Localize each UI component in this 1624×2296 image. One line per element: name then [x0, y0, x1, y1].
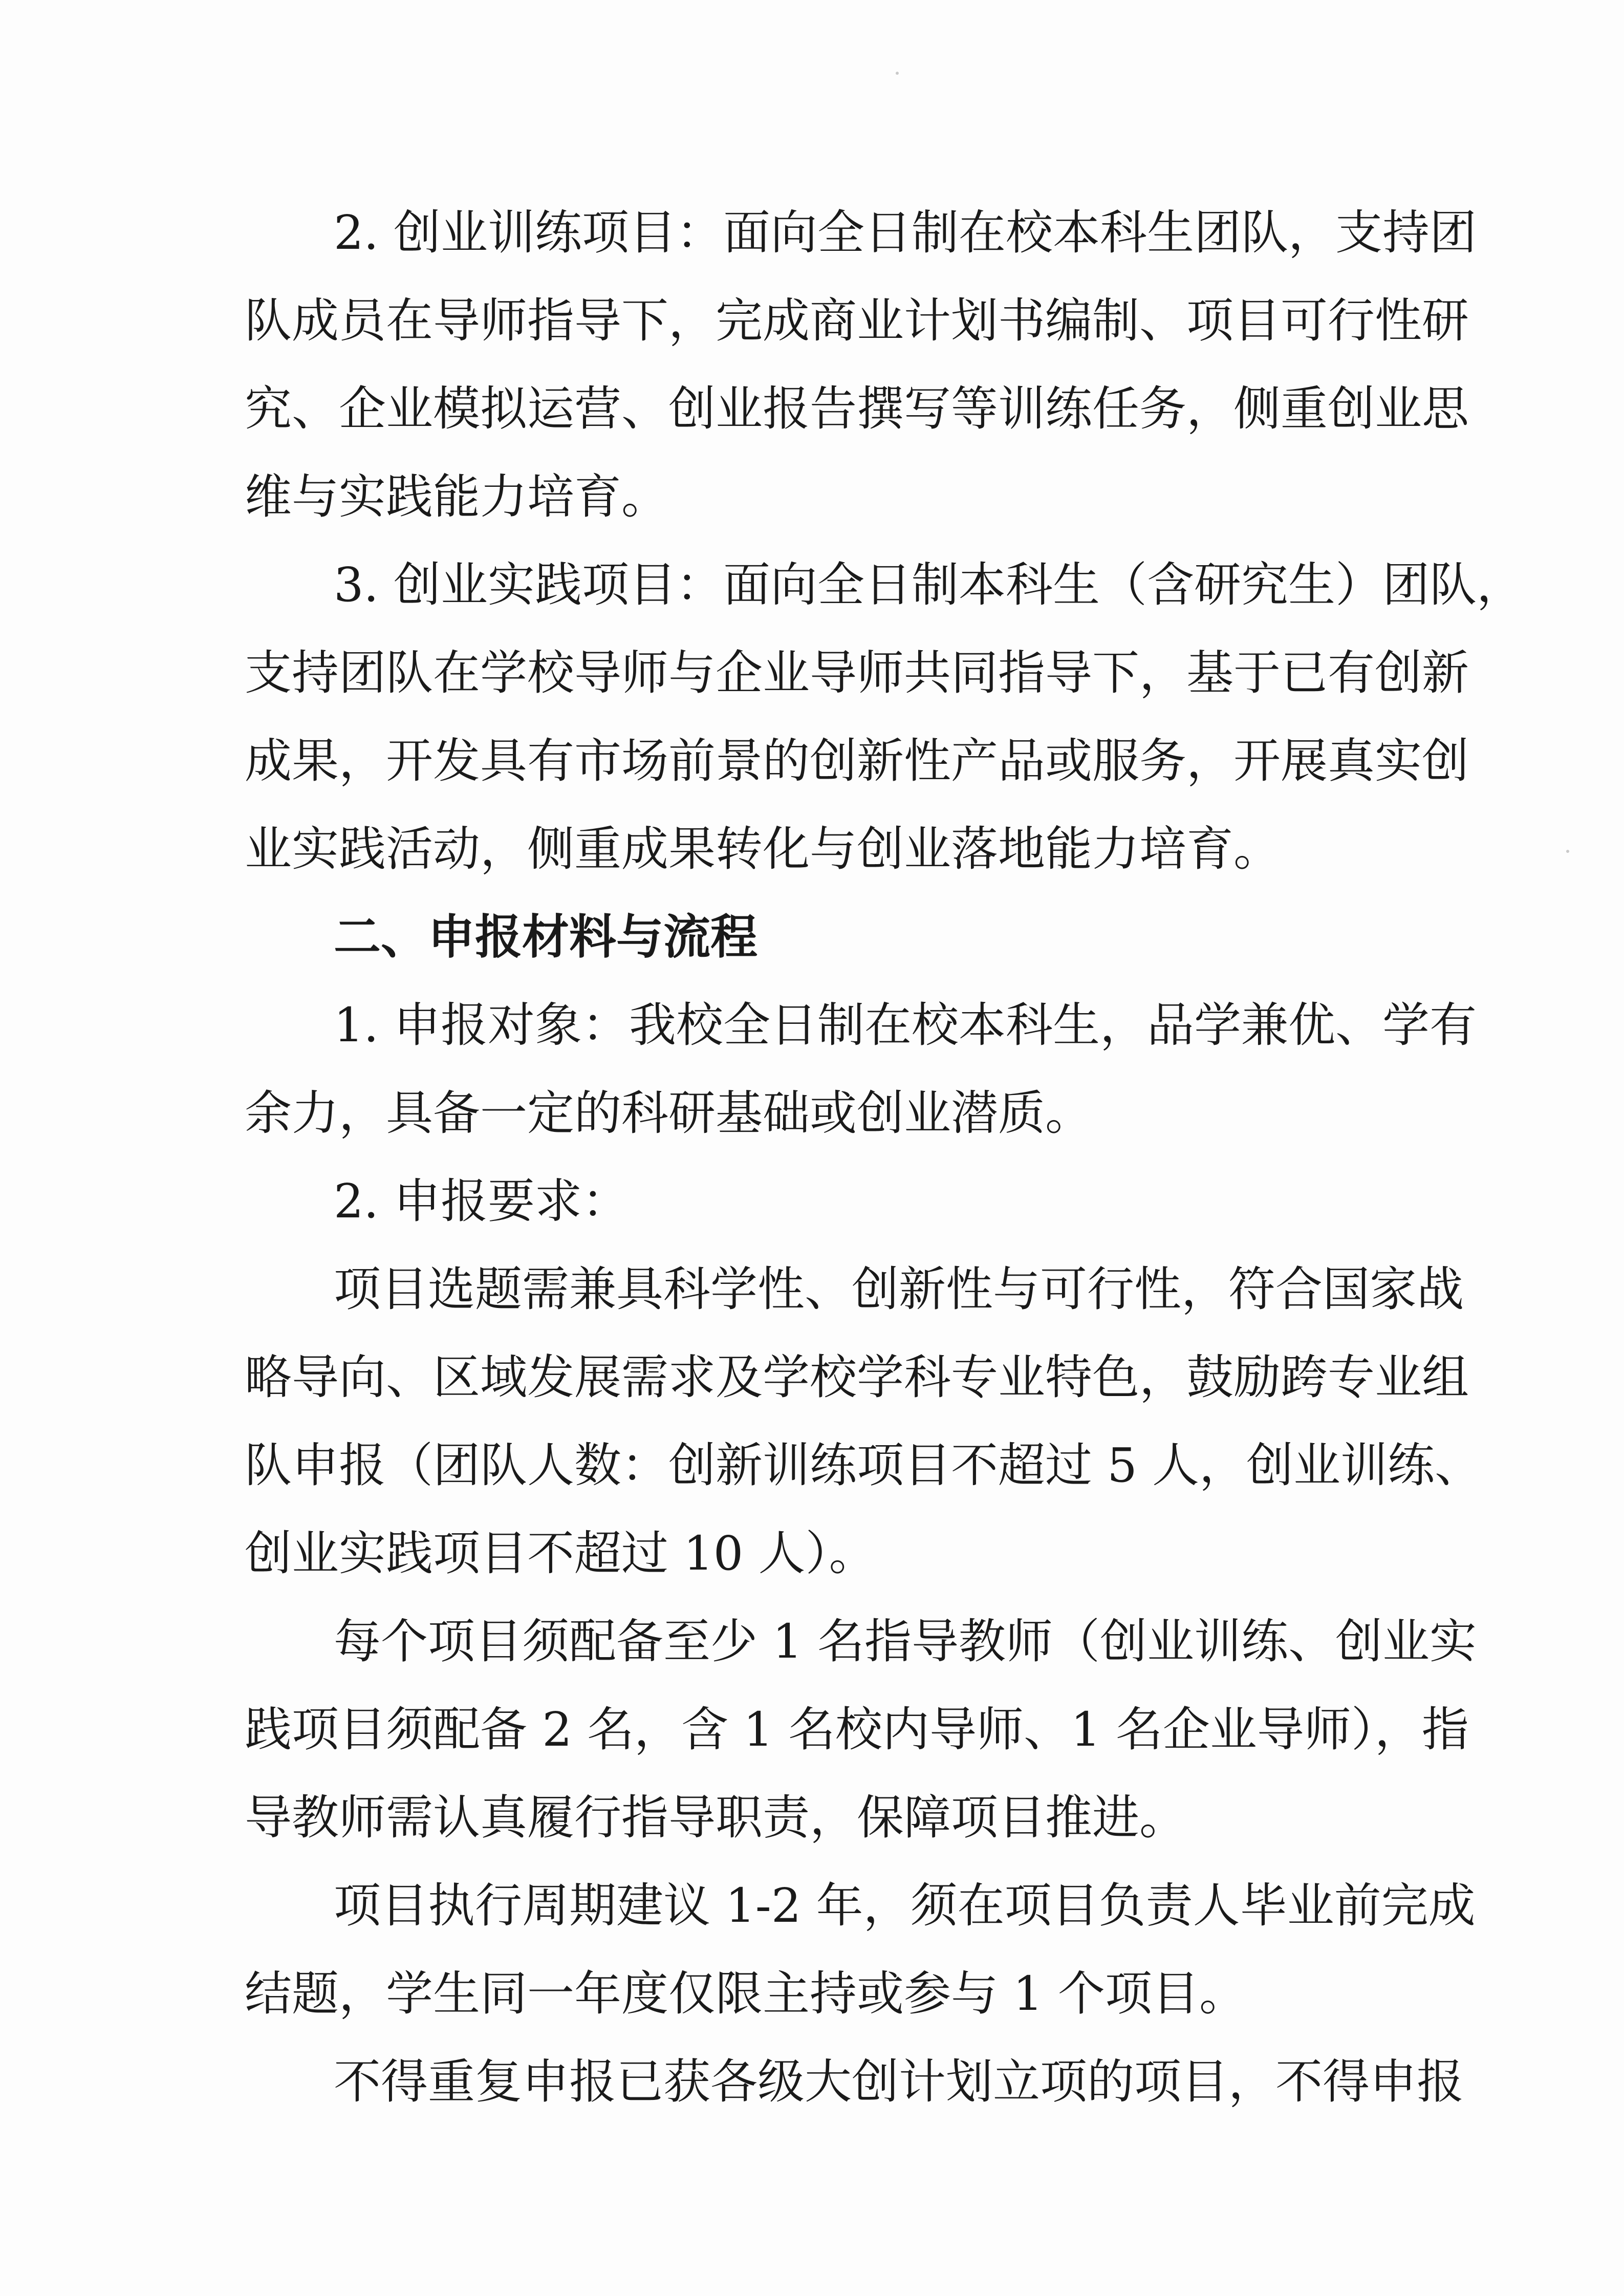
paragraph-5-line-3: 队申报（团队人数：创新训练项目不超过 5 人，创业训练、 [245, 1438, 1482, 1493]
paragraph-8-line-1: 不得重复申报已获各级大创计划立项的项目，不得申报 [334, 2054, 1464, 2109]
paragraph-7-line-1: 项目执行周期建议 1-2 年，须在项目负责人毕业前完成 [334, 1878, 1476, 1933]
paragraph-1-line-3: 究、企业模拟运营、创业报告撰写等训练任务，侧重创业思 [245, 381, 1469, 436]
scan-speck [1566, 850, 1569, 853]
paragraph-6-line-3: 导教师需认真履行指导职责，保障项目推进。 [245, 1790, 1187, 1845]
paragraph-1-line-1: 2. 创业训练项目：面向全日制在校本科生团队，支持团 [334, 205, 1477, 260]
paragraph-5-line-1: 项目选题需兼具科学性、创新性与可行性，符合国家战 [334, 1262, 1464, 1317]
paragraph-1-line-4: 维与实践能力培育。 [245, 469, 669, 524]
paragraph-2-line-2: 支持团队在学校导师与企业导师共同指导下，基于已有创新 [245, 646, 1469, 700]
paragraph-6-line-2: 践项目须配备 2 名，含 1 名校内导师、1 名企业导师），指 [245, 1702, 1469, 1757]
scan-speck [896, 72, 899, 75]
paragraph-2-line-4: 业实践活动，侧重成果转化与创业落地能力培育。 [245, 822, 1281, 876]
paragraph-2-line-1: 3. 创业实践项目：面向全日制本科生（含研究生）团队， [334, 557, 1524, 612]
paragraph-7-line-2: 结题，学生同一年度仅限主持或参与 1 个项目。 [245, 1966, 1247, 2021]
paragraph-5-line-2: 略导向、区域发展需求及学校学科专业特色，鼓励跨专业组 [245, 1350, 1469, 1405]
paragraph-5-line-4: 创业实践项目不超过 10 人）。 [245, 1526, 876, 1581]
paragraph-6-line-1: 每个项目须配备至少 1 名指导教师（创业训练、创业实 [334, 1614, 1477, 1669]
paragraph-3-line-1: 1. 申报对象：我校全日制在校本科生，品学兼优、学有 [334, 998, 1477, 1053]
paragraph-1-line-2: 队成员在导师指导下，完成商业计划书编制、项目可行性研 [245, 293, 1469, 348]
section-heading: 二、申报材料与流程 [334, 910, 758, 964]
paragraph-4-line-1: 2. 申报要求： [334, 1174, 630, 1229]
paragraph-3-line-2: 余力，具备一定的科研基础或创业潜质。 [245, 1086, 1093, 1141]
paragraph-2-line-3: 成果，开发具有市场前景的创新性产品或服务，开展真实创 [245, 734, 1469, 788]
